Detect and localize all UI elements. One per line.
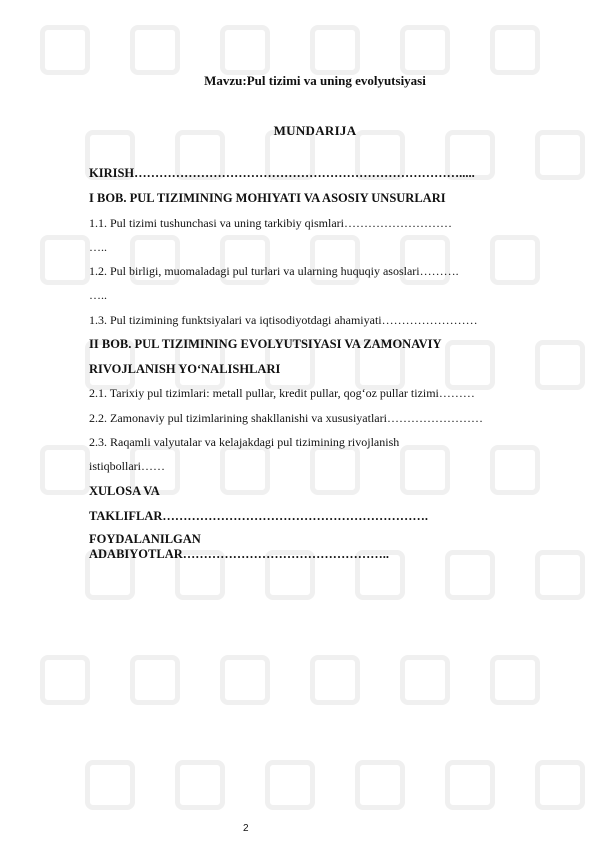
toc-line: I BOB. PUL TIZIMINING MOHIYATI VA ASOSIY UNSURLARI: [89, 191, 446, 205]
toc-line: …..: [89, 288, 107, 302]
page-title: Mavzu:Pul tizimi va uning evolyutsiyasi: [204, 73, 426, 88]
toc-line: RIVOJLANISH YO‘NALISHLARI: [89, 362, 281, 376]
toc-line: KIRISH…………………………………………………………………….....: [89, 166, 475, 180]
toc-line: 2.3. Raqamli valyutalar va kelajakdagi pul tizimining rivojlanish: [89, 435, 400, 449]
toc-heading: MUNDARIJA: [273, 123, 357, 138]
page-number: 2: [243, 823, 249, 834]
toc-line: II BOB. PUL TIZIMINING EVOLYUTSIYASI VA ZAMONAVIY: [89, 337, 442, 351]
toc-line: TAKLIFLAR……………………………………………………….: [89, 509, 429, 523]
toc-line: XULOSA VA: [89, 484, 160, 498]
toc-line: 1.1. Pul tizimi tushunchasi va uning tarkibiy qismlari………………………: [89, 216, 452, 230]
toc-line: 1.3. Pul tizimining funktsiyalari va iqtisodiyotdagi ahamiyati……………………: [89, 313, 478, 327]
toc-line: FOYDALANILGAN: [89, 532, 201, 546]
toc-line: 2.1. Tarixiy pul tizimlari: metall pullar, kredit pullar, qog‘oz pullar tizimi………: [89, 386, 475, 400]
toc-line: istiqbollari……: [89, 459, 165, 473]
toc-line: 1.2. Pul birligi, muomaladagi pul turlari va ularning huquqiy asoslari……….: [89, 264, 459, 278]
toc-line: 2.2. Zamonaviy pul tizimlarining shakllanishi va xususiyatlari……………………: [89, 411, 483, 425]
toc-line: …..: [89, 240, 107, 254]
toc-line: ADABIYOTLAR…………………………………………..: [89, 547, 390, 561]
